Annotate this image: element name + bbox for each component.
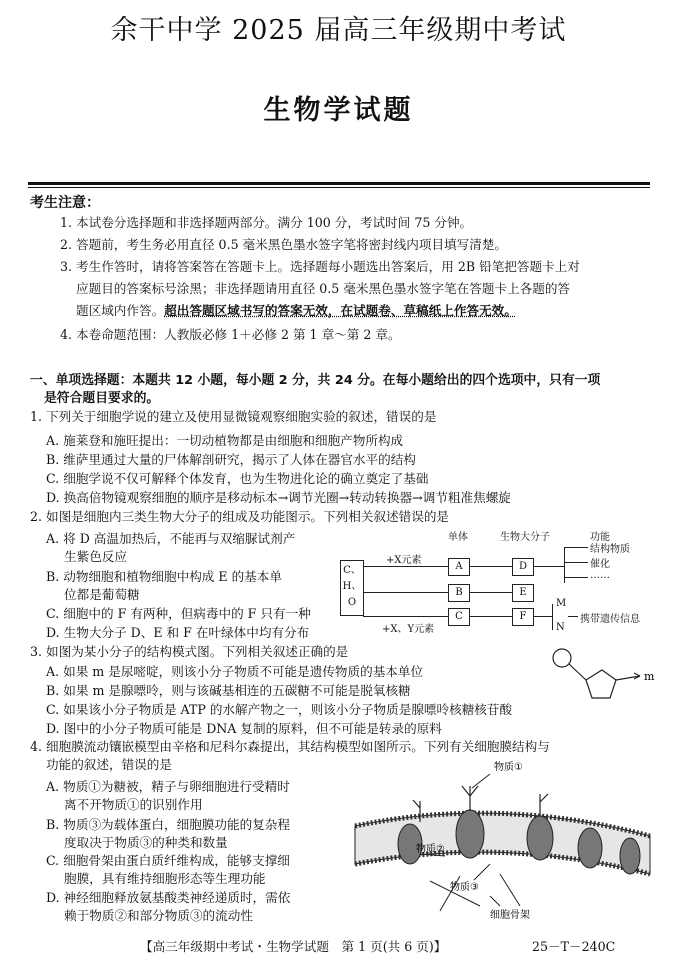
column-label-unit: 单体	[448, 532, 468, 543]
notice-heading: 考生注意：	[30, 195, 100, 211]
q1-option-b: B. 维萨里通过大量的尸体解剖研究，揭示了人体在器官水平的结构	[46, 452, 416, 467]
base-arrow-top	[634, 673, 640, 676]
tick-structural	[564, 547, 588, 548]
q4-option-a: A. 物质①为糖被，精子与卵细胞进行受精时	[46, 779, 290, 794]
element-h: H、	[342, 581, 362, 592]
q1-stem: 1. 下列关于细胞学说的建立及使用显微镜观察细胞实验的叙述，错误的是	[30, 409, 437, 424]
label-substance-1: 物质①	[494, 762, 523, 773]
divider-thin	[28, 187, 650, 188]
section-heading-line2: 是符合题目要求的。	[44, 391, 160, 406]
membrane-model-diagram	[350, 756, 660, 926]
q4-stem-line1: 4. 细胞膜流动镶嵌模型由辛格和尼科尔森提出，其结构模型如图所示。下列有关细胞膜结构与	[30, 739, 550, 754]
element-c: C、	[343, 565, 361, 576]
exam-title: 余干中学 2025 届高三年级期中考试	[110, 15, 567, 46]
q4-option-c: C. 细胞骨架由蛋白质纤维构成，能够支撑细	[46, 853, 290, 868]
tick-ellipsis	[564, 577, 588, 578]
notice-item-3-line1: 3. 考生作答时，请将答案答在答题卡上。选择题每小题选出答案后，用 2B 铅笔把答题卡上对	[60, 259, 580, 274]
macromolecule-diagram	[340, 528, 660, 636]
pointer-cytoskeleton	[490, 896, 500, 906]
notice-item-3-line3	[76, 302, 517, 319]
q3-option-c: C. 如果该小分子物质是 ATP 的水解产物之一，则该小分子物质是腺嘌呤核糖核苷酸	[46, 702, 513, 717]
q3-option-b: B. 如果 m 是腺嘌呤，则与该碱基相连的五碳糖不可能是脱氧核糖	[46, 683, 411, 698]
arrow-d-function	[534, 566, 564, 567]
label-substance-3: 物质③	[450, 882, 479, 893]
q1-option-c: C. 细胞学说不仅可解释个体发育，也为生物进化论的确立奠定了基础	[46, 471, 429, 486]
arrow-c-f	[470, 616, 512, 617]
macro-box-f: F	[512, 608, 534, 626]
arrow-to-c	[363, 616, 448, 617]
base-label-m: m	[644, 670, 655, 683]
arrow-to-a	[363, 566, 448, 567]
column-label-macro: 生物大分子	[500, 532, 550, 543]
q4-option-b: B. 物质③为载体蛋白，细胞膜功能的复杂程	[46, 817, 290, 832]
q2-option-c: C. 细胞中的 F 有两种，但病毒中的 F 只有一种	[46, 606, 311, 621]
notice-item-3-plain: 题区域内作答。	[76, 303, 165, 318]
q2-option-a: A. 将 D 高温加热后，不能再与双缩脲试剂产	[46, 531, 296, 546]
function-catalysis: 催化	[590, 559, 610, 570]
notice-item-2: 2. 答题前，考生务必用直径 0.5 毫米黑色墨水签字笔将密封线内项目填写清楚。	[60, 237, 508, 252]
nucleotide-diagram	[550, 640, 660, 710]
q4-option-c-cont: 胞膜，具有维持细胞形态等生理功能	[64, 871, 266, 886]
notice-item-3-emphasis: 超出答题区域书写的答案无效，在试题卷、草稿纸上作答无效。	[164, 303, 517, 318]
q2-option-b: B. 动物细胞和植物细胞中构成 E 的基本单	[46, 569, 282, 584]
element-box-cho	[340, 560, 364, 616]
q3-stem: 3. 如图为某小分子的结构模式图。下列相关叙述正确的是	[30, 644, 349, 659]
q4-option-b-cont: 度取决于物质③的种类和数量	[64, 835, 228, 850]
pentose-ring	[586, 670, 616, 698]
q2-option-d: D. 生物大分子 D、E 和 F 在叶绿体中均有分布	[46, 625, 310, 640]
unit-box-b: B	[448, 584, 470, 602]
label-n: N	[556, 622, 565, 633]
bracket-mn	[552, 604, 553, 630]
q2-option-b-cont: 位都是葡萄糖	[64, 587, 140, 602]
subject-title: 生物学试题	[263, 95, 414, 126]
label-cytoskeleton: 细胞骨架	[490, 910, 530, 921]
element-o: O	[347, 597, 357, 608]
arrow-mn-carry	[568, 616, 578, 617]
footer-page-info: 【高三年级期中考试・生物学试题 第 1 页(共 6 页)】	[140, 939, 447, 954]
arrow-to-b	[363, 592, 448, 593]
label-plus-x: +X元素	[386, 555, 422, 566]
phosphate-circle	[553, 649, 571, 667]
footer-code: 25－T－240C	[532, 939, 616, 954]
macro-box-e: E	[512, 584, 534, 602]
arrow-a-d	[470, 566, 512, 567]
q4-option-d: D. 神经细胞释放氨基酸类神经递质时，需依	[46, 890, 291, 905]
function-structural: 结构物质	[590, 544, 630, 555]
notice-item-1: 1. 本试卷分选择题和非选择题两部分。满分 100 分，考试时间 75 分钟。	[60, 215, 473, 230]
q4-option-d-cont: 赖于物质②和部分物质③的流动性	[64, 908, 253, 923]
pointer-substance-1	[472, 774, 490, 788]
label-m: M	[556, 598, 567, 609]
phosphate-bond	[569, 664, 586, 680]
unit-box-c: C	[448, 608, 470, 626]
label-substance-2: 物质②	[416, 844, 445, 855]
notice-item-3-line2: 应题目的答案标号涂黑；非选择题请用直径 0.5 毫米黑色墨水签字笔在答题卡上各题的答	[76, 281, 571, 296]
macro-box-d: D	[512, 558, 534, 576]
function-genetic-info: 携带遗传信息	[580, 614, 640, 625]
q2-stem: 2. 如图是细胞内三类生物大分子的组成及功能图示。下列相关叙述错误的是	[30, 509, 450, 524]
q3-option-d: D. 图中的小分子物质可能是 DNA 复制的原料，但不可能是转录的原料	[46, 721, 442, 736]
pointer-substance-3	[474, 864, 490, 880]
unit-box-a: A	[448, 558, 470, 576]
q4-option-a-cont: 离不开物质①的识别作用	[64, 797, 203, 812]
notice-item-4: 4. 本卷命题范围：人教版必修 1＋必修 2 第 1 章～第 2 章。	[60, 327, 401, 342]
q2-option-a-cont: 生紫色反应	[64, 549, 127, 564]
function-ellipsis: ……	[590, 570, 610, 581]
q1-option-d: D. 换高倍物镜观察细胞的顺序是移动标本→调节光圈→转动转换器→调节粗准焦螺旋	[46, 490, 511, 505]
label-plus-xy: +X、Y元素	[382, 624, 435, 635]
section-heading-line1: 一、单项选择题：本题共 12 小题，每小题 2 分，共 24 分。在每小题给出的四个选项中，只有一项	[30, 373, 601, 388]
q1-option-a: A. 施莱登和施旺提出：一切动植物都是由细胞和细胞产物所构成	[46, 433, 404, 448]
column-label-function: 功能	[590, 532, 610, 543]
q4-stem-line2: 功能的叙述，错误的是	[46, 757, 172, 772]
tick-catalysis	[564, 562, 588, 563]
arrow-f-mn	[534, 616, 552, 617]
arrow-b-e	[470, 592, 512, 593]
divider-thick	[28, 182, 650, 185]
q3-option-a: A. 如果 m 是尿嘧啶，则该小分子物质不可能是遗传物质的基本单位	[46, 664, 424, 679]
